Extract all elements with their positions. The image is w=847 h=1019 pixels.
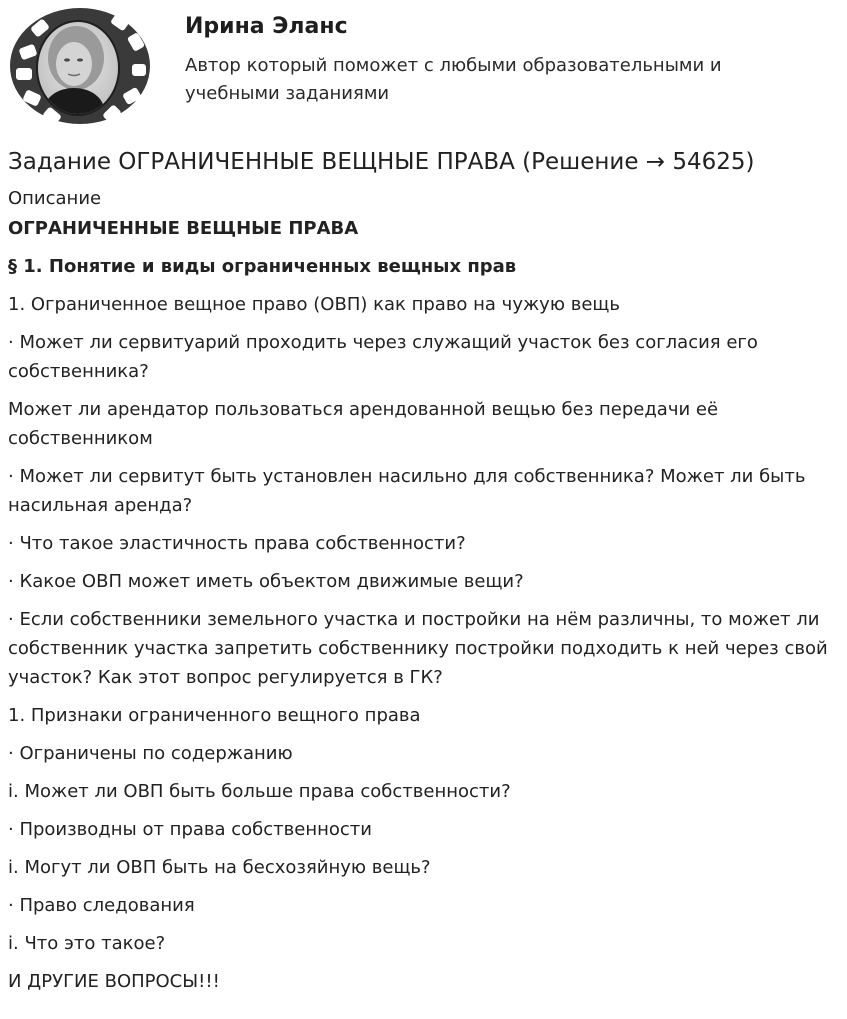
paragraph: И ДРУГИЕ ВОПРОСЫ!!! — [8, 971, 220, 992]
paragraph: Может ли арендатор пользоваться арендованной вещью без передачи её собственником — [8, 399, 719, 449]
paragraph: 1. Признаки ограниченного вещного права — [8, 705, 421, 726]
paragraph: · Если собственники земельного участка и постройки на нём различны, то может ли собственник участка запретить собственнику постройки подходить к ней через свой участок? Как этот вопрос регулируется в ГК? — [8, 609, 828, 688]
author-avatar — [8, 6, 154, 128]
paragraph: 1. Ограниченное вещное право (ОВП) как право на чужую вещь — [8, 294, 620, 315]
paragraph-list — [8, 290, 838, 996]
paragraph: · Может ли сервитуарий проходить через служащий участок без согласия его собственника? — [8, 332, 758, 382]
film-reel-avatar-icon — [8, 6, 154, 128]
paragraph: · Что такое эластичность права собственности? — [8, 533, 466, 554]
paragraph: · Производны от права собственности — [8, 819, 372, 840]
author-name: Ирина Эланс — [185, 14, 348, 39]
paragraph: · Какое ОВП может иметь объектом движимые вещи? — [8, 571, 524, 592]
paragraph: · Ограничены по содержанию — [8, 743, 293, 764]
paragraph: i. Что это такое? — [8, 933, 166, 954]
paragraph: i. Может ли ОВП быть больше права собственности? — [8, 781, 511, 802]
author-description: Автор который поможет с любыми образовательными и учебными заданиями — [185, 55, 722, 104]
paragraph: · Может ли сервитут быть установлен насильно для собственника? Может ли быть насильная аренда? — [8, 466, 806, 516]
task-title: Задание ОГРАНИЧЕННЫЕ ВЕЩНЫЕ ПРАВА (Решение → 54625) — [8, 149, 755, 175]
subsection-title: § 1. Понятие и виды ограниченных вещных прав — [8, 256, 517, 277]
task-content — [8, 145, 838, 996]
paragraph: i. Могут ли ОВП быть на бесхозяйную вещь? — [8, 857, 431, 878]
author-header — [8, 6, 838, 128]
section-title: ОГРАНИЧЕННЫЕ ВЕЩНЫЕ ПРАВА — [8, 218, 359, 239]
description-label: Описание — [8, 188, 102, 209]
paragraph: · Право следования — [8, 895, 195, 916]
